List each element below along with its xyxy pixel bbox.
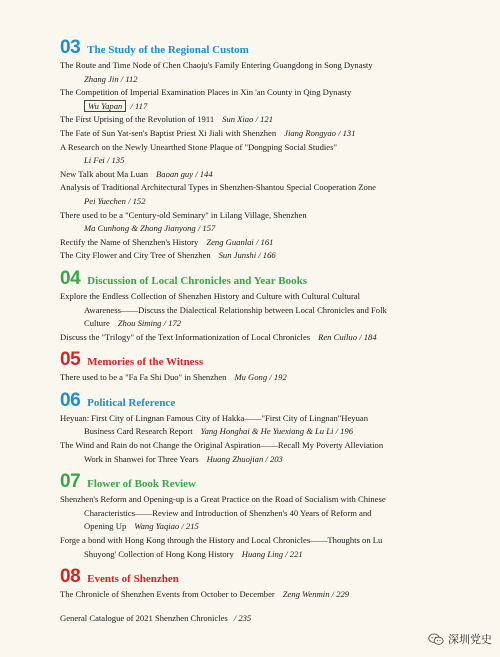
toc-entry-line [60,534,480,548]
entry-title: Culture [84,318,110,329]
section-heading [60,567,480,586]
entry-author-page [84,101,147,111]
entry-page: / 229 [331,589,350,600]
entry-author: Jiang Rongyao [284,127,336,138]
toc-entry-line [60,127,480,141]
entry-author-page [156,169,213,179]
section-title: Events of Shenzhen [87,573,179,586]
entry-page: / 221 [285,548,303,559]
watermark-text: 深圳党史 [448,633,492,646]
entry-author: Wang Yaqiao [134,521,180,532]
entry-author-page [84,223,215,233]
entry-page: / 172 [163,318,182,329]
toc-section [60,269,480,344]
entry-author-page [84,155,124,165]
entry-title: Characteristics——Review and Introduction of Shenzhen's 40 Years of Reform and [84,507,372,518]
entry-author: Zeng Wenmin [282,589,330,600]
toc-entry-line [60,439,480,453]
entry-author: Ma Cunhong & Zhong Jianyong [84,223,196,234]
entry-title: Work in Shanwei for Three Years [84,453,199,464]
section-heading [60,269,480,288]
entry-title: The Chronicle of Shenzhen Events from October to December [60,589,275,600]
entry-author: Huang Zhuojian [206,453,264,464]
toc-section [60,472,480,561]
entry-title: Forge a bond with Hong Kong through the History and Local Chronicles——Thoughts on Lu [60,535,383,546]
toc-entry-line [60,222,480,236]
toc-entry-line [60,181,480,195]
section-heading [60,472,480,491]
entry-author-page [284,128,355,138]
section-heading [60,391,480,410]
entry-author: Pei Yuechen [84,195,126,206]
toc-section [60,391,480,466]
watermark [428,631,492,647]
entry-page: / 131 [338,127,356,138]
general-catalogue-title: General Catalogue of 2021 Shenzhen Chronicles [60,612,228,623]
toc-entry-line [60,168,480,182]
entry-title: Business Card Research Report [84,426,193,437]
entry-page: / 157 [197,223,216,234]
entry-title: The Wind and Rain do not Change the Original Aspiration——Recall My Poverty Alleviation [60,440,384,451]
entry-page: / 144 [195,168,213,179]
toc-entry-line [60,548,480,562]
toc-entry-line [60,493,480,507]
toc-entry-line [60,371,480,385]
toc-entry-line [60,425,480,439]
entry-title: The First Uprising of the Revolution of 1911 [60,114,215,125]
toc-entry-line [60,331,480,345]
entry-title: Shenzhen's Reform and Opening-up is a Great Practice on the Road of Socialism with Chinese [60,494,386,505]
entry-author: Sun Junshi [218,250,257,261]
table-of-contents [60,38,480,625]
toc-entry-line [60,588,480,602]
entry-page: / 121 [255,114,273,125]
entry-author-page [318,332,377,342]
toc-section [60,38,480,263]
entry-title: There used to be a "Century-old Seminary" in Lilang Village, Shenzhen [60,209,307,220]
entry-author-page [201,426,353,436]
entry-title: Discuss the "Trilogy" of the Text Informationization of Local Chronicles [60,331,311,342]
entry-author-page [118,318,181,328]
entry-title: There used to be a "Fa Fa Shi Duo" in Shenzhen [60,372,227,383]
section-heading [60,350,480,369]
general-catalogue-page: / 235 [233,612,252,623]
entry-author-page [207,454,283,464]
section-heading [60,38,480,57]
entry-title: A Research on the Newly Unearthed Stone Plaque of "Dongping Social Studies" [60,141,337,152]
section-title: Memories of the Witness [87,356,204,369]
entry-author: Zeng Guanlai [206,236,254,247]
toc-entry-line [60,304,480,318]
section-title: The Study of the Regional Custom [87,44,249,56]
toc-entry-line [60,113,480,127]
entry-author: Zhang Jin [84,73,119,84]
toc-entry-line [60,507,480,521]
entry-title: Awareness——Discuss the Dialectical Relationship between Local Chronicles and Folk [84,304,387,315]
toc-entry-line [60,209,480,223]
entry-title: Explore the Endless Collection of Shenzhen History and Culture with Cultural Cultural [60,290,361,301]
toc-entry-line [60,453,480,467]
entry-author: Baoan guy [156,168,194,179]
entry-page: / 196 [335,426,354,437]
entry-title: The City Flower and City Tree of Shenzhen [60,250,211,261]
toc-entry-line [60,195,480,209]
entry-page: / 112 [120,73,138,84]
entry-page: / 161 [255,236,274,247]
entry-author-page [134,521,199,531]
entry-author-page [283,589,349,599]
entry-title: Shuyong' Collection of Hong Kong History [84,548,234,559]
toc-entry-line [60,317,480,331]
entry-author-page [234,372,286,382]
entry-page: / 152 [128,195,146,206]
section-number: 04 [60,267,81,289]
section-title: Flower of Book Review [87,478,197,491]
entry-author: Yang Honghai & He Yuexiang & Lu Li [200,426,334,437]
entry-author-page [242,549,303,559]
entry-page: / 166 [258,250,276,261]
section-number: 08 [60,566,81,588]
toc-entry-line [60,100,480,114]
section-number: 05 [60,349,81,371]
entry-page: / 117 [130,100,148,111]
entry-page: / 184 [359,331,377,342]
entry-page: / 203 [265,453,283,464]
entry-author: Sun Xiao [222,114,254,125]
entry-author: Mu Gong [234,372,268,383]
entry-title: Heyuan: First City of Lingnan Famous City of Hakka——"First City of Lingnan"Heyuan [60,412,369,423]
entry-title: Rectify the Name of Shenzhen's History [60,236,199,247]
entry-author-page [222,114,273,124]
entry-page: / 215 [181,521,199,532]
toc-entry-line [60,73,480,87]
section-title: Discussion of Local Chronicles and Year Books [87,274,307,287]
toc-entry-line [60,236,480,250]
toc-section [60,350,480,385]
entry-author-page [84,74,138,84]
entry-author: Zhou Siming [117,318,162,329]
entry-page: / 192 [269,372,287,383]
section-title: Political Reference [87,396,176,409]
section-number: 06 [60,389,81,411]
entry-author: Ren Cuiluo [318,331,358,342]
entry-author-page [219,250,276,260]
section-number: 03 [60,37,81,58]
entry-author: Wu Yapan [84,100,126,112]
toc-entry-line [60,520,480,534]
entry-author: Huang Ling [241,548,284,559]
entry-title: The Route and Time Node of Chen Chaoju's Family Entering Guangdong in Song Dynasty [60,60,373,70]
section-number: 07 [60,471,81,493]
toc-entry-line [60,59,480,73]
entry-author-page [84,196,146,206]
toc-entry-line [60,141,480,155]
toc-entry-line [60,290,480,304]
entry-author-page [206,237,273,247]
general-catalogue [60,612,480,626]
entry-title: New Talk about Ma Luan [60,168,149,179]
toc-entry-line [60,249,480,263]
toc-entry-line [60,412,480,426]
toc-section [60,567,480,602]
entry-page: / 135 [106,155,125,166]
entry-title: The Competition of Imperial Examination Places in Xin 'an County in Qing Dynasty [60,87,352,98]
wechat-icon [428,633,444,646]
toc-entry-line [60,86,480,100]
entry-title: Analysis of Traditional Architectural Types in Shenzhen-Shantou Special Cooperation Zone [60,182,376,193]
entry-author: Li Fei [84,155,105,166]
entry-title: Opening Up [84,521,127,532]
entry-title: The Fate of Sun Yat-sen's Baptist Priest Xi Jiali with Shenzhen [60,127,277,138]
toc-entry-line [60,154,480,168]
